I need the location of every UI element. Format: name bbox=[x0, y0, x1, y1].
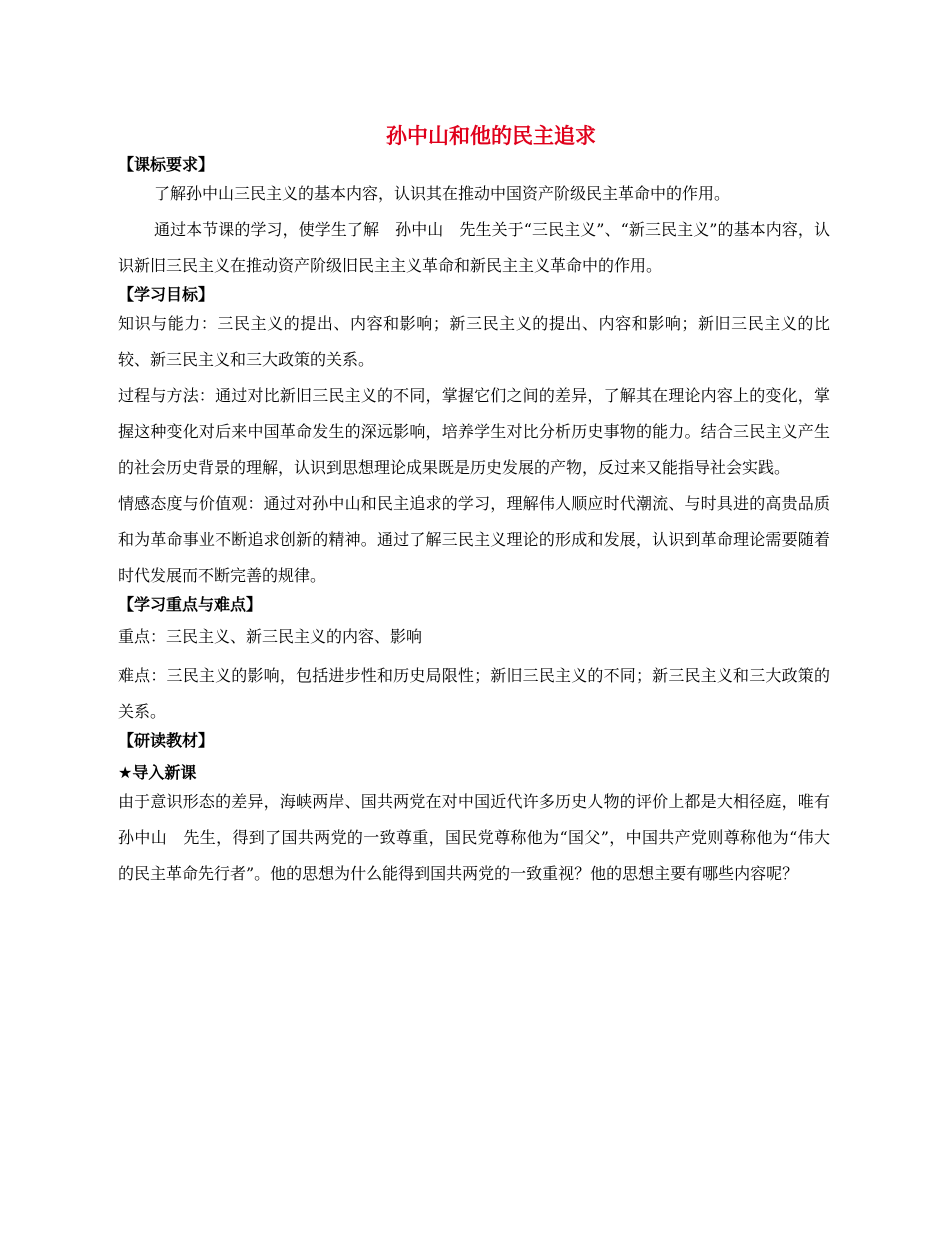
curriculum-paragraph-2: 通过本节课的学习，使学生了解 孙中山 先生关于“三民主义”、“新三民主义”的基本内容，认识新旧三民主义在推动资产阶级旧民主主义革命和新民主主义革命中的作用。 bbox=[118, 220, 830, 275]
goals-paragraph-attitude: 情感态度与价值观：通过对孙中山和民主追求的学习，理解伟人顺应时代潮流、与时具进的高贵品质和为革命事业不断追求创新的精神。通过了解三民主义理论的形成和发展，认识到革命理论需要随着时代发展而不断完善的规律。 bbox=[118, 494, 830, 585]
goals-paragraph-knowledge: 知识与能力：三民主义的提出、内容和影响；新三民主义的提出、内容和影响；新旧三民主义的比较、新三民主义和三大政策的关系。 bbox=[118, 314, 830, 369]
section-heading-keypoints: 【学习重点与难点】 bbox=[118, 595, 263, 614]
section-heading-curriculum: 【课标要求】 bbox=[118, 155, 215, 174]
curriculum-paragraph-1: 了解孙中山三民主义的基本内容，认识其在推动中国资产阶级民主革命中的作用。 bbox=[154, 184, 731, 203]
subheading-intro: ★导入新课 bbox=[118, 763, 197, 782]
goals-paragraph-process: 过程与方法：通过对比新旧三民主义的不同，掌握它们之间的差异，了解其在理论内容上的变化，掌握这种变化对后来中国革命发生的深远影响，培养学生对比分析历史事物的能力。结合三民主义产生的社会历史背景的理解，认识到思想理论成果既是历史发展的产物，反过来又能指导社会实践。 bbox=[118, 386, 830, 477]
keypoints-paragraph-focus: 重点：三民主义、新三民主义的内容、影响 bbox=[118, 627, 423, 646]
section-heading-study: 【研读教材】 bbox=[118, 731, 215, 750]
keypoints-paragraph-difficulty: 难点：三民主义的影响，包括进步性和历史局限性；新旧三民主义的不同；新三民主义和三大政策的关系。 bbox=[118, 666, 830, 721]
section-heading-goals: 【学习目标】 bbox=[118, 285, 215, 304]
document-page bbox=[118, 118, 847, 892]
document-title: 孙中山和他的民主追求 bbox=[386, 123, 596, 148]
study-paragraph-intro: 由于意识形态的差异，海峡两岸、国共两党在对中国近代许多历史人物的评价上都是大相径庭，唯有 孙中山 先生，得到了国共两党的一致尊重，国民党尊称他为“国父”，中国共产党则尊称他为“伟大的民主革命先行者”。他的思想为什么能得到国共两党的一致重视？他的思想主要有哪些内容呢？ bbox=[118, 792, 847, 883]
